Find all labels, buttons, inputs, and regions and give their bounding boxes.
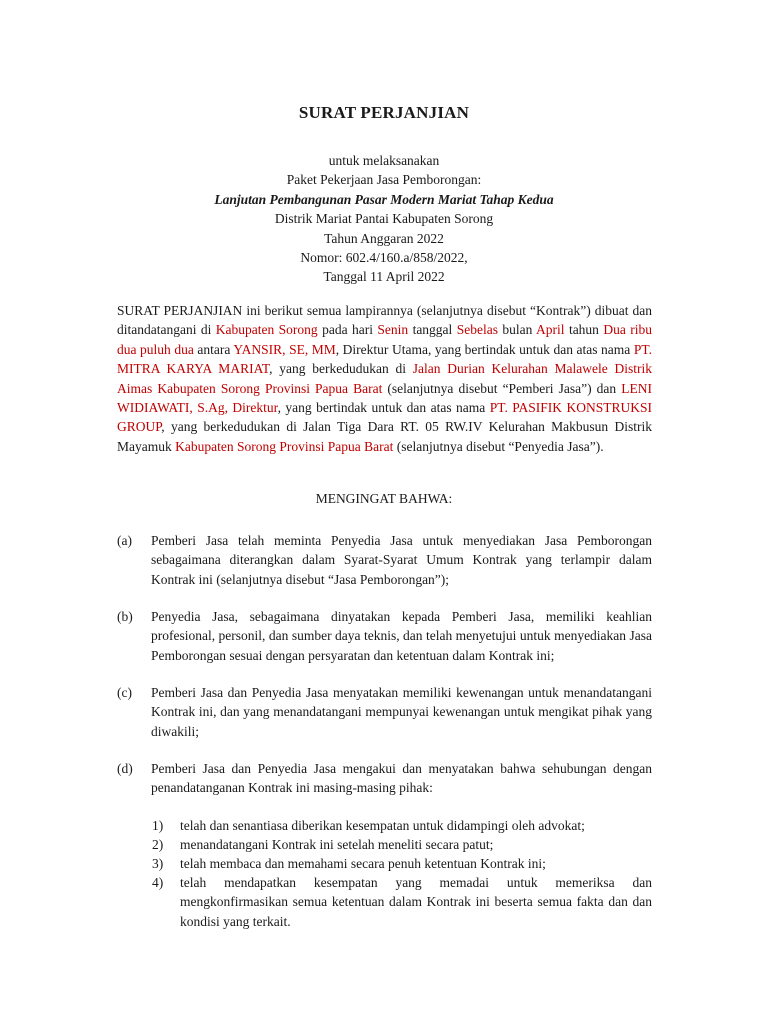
intro-highlight: Dua ribu dua puluh dua [117, 322, 652, 357]
intro-highlight: PT. PASIFIK KONSTRUKSI GROUP [117, 400, 652, 435]
intro-highlight: Sebelas [456, 322, 498, 338]
intro-highlight: Jalan Durian Kelurahan Malawele Distrik Aimas Kabupaten Sorong Provinsi Papua Barat [117, 361, 652, 396]
intro-text: (selanjutnya disebut “Penyedia Jasa”). [393, 438, 604, 454]
sub-list-item-label: 1) [152, 818, 164, 833]
sub-list-item-label: 3) [152, 856, 164, 871]
list-item [117, 531, 652, 589]
sub-list-item-label: 4) [152, 875, 164, 890]
document-title: SURAT PERJANJIAN [298, 103, 470, 122]
sub-list-item-text: menandatangani Kontrak ini setelah meneliti secara patut; [180, 837, 494, 852]
header-line-2: Paket Pekerjaan Jasa Pemborongan: [286, 172, 482, 188]
list-item-text: Pemberi Jasa dan Penyedia Jasa mengakui dan menyatakan bahwa sehubungan dengan penandatanganan Kontrak ini masing-masing pihak: [151, 761, 652, 796]
sub-list-item-label: 2) [152, 837, 164, 852]
sub-list-item [152, 873, 652, 931]
sub-list-item [152, 854, 652, 873]
list-item-text: Pemberi Jasa dan Penyedia Jasa menyatakan memiliki kewenangan untuk menandatangani Kontrak ini, dan yang menandatangani mempunyai kewenangan untuk mengikat pihak yang diwakili; [151, 685, 652, 739]
intro-highlight: Senin [377, 322, 409, 338]
section-heading: MENGINGAT BAHWA: [315, 491, 453, 506]
intro-highlight: LENI WIDIAWATI, S.Ag, Direktur [117, 380, 652, 416]
list-item-text: Penyedia Jasa, sebagaimana dinyatakan kepada Pemberi Jasa, memiliki keahlian profesional, personil, dan sumber daya teknis, dan telah menyetujui untuk menyediakan Jasa Pemborongan sesuai dengan persyaratan dan ketentuan dalam Kontrak ini; [151, 609, 652, 663]
intro-highlight: PT. MITRA KARYA MARIAT [117, 341, 652, 377]
intro-highlight: YANSIR, SE, MM [233, 341, 336, 357]
sub-list-item [152, 816, 652, 835]
header-line-1: untuk melaksanakan [328, 153, 440, 168]
intro-text: tanggal [408, 322, 457, 338]
sub-list-item-text: telah dan senantiasa diberikan kesempatan untuk didampingi oleh advokat; [180, 818, 585, 833]
header-line-4: Distrik Mariat Pantai Kabupaten Sorong [274, 211, 494, 227]
sub-list-item [152, 835, 652, 854]
intro-text: antara [193, 341, 234, 357]
header-line-5: Tahun Anggaran 2022 [324, 230, 444, 246]
intro-text: , yang berkedudukan di [269, 361, 413, 377]
intro-text: , Direktur Utama, yang bertindak untuk dan atas nama [335, 341, 634, 357]
list-item-label: (b) [117, 609, 133, 624]
list-item-text: Pemberi Jasa telah meminta Penyedia Jasa untuk menyediakan Jasa Pemborongan sebagaimana diterangkan dalam Syarat-Syarat Umum Kontrak yang terlampir dalam Kontrak ini (selanjutnya disebut “Jasa Pemborongan”); [151, 533, 652, 587]
list-item-label: (c) [117, 685, 132, 700]
project-name: Lanjutan Pembangunan Pasar Modern Mariat Tahap Kedua [214, 191, 554, 207]
list-item-label: (a) [117, 533, 132, 548]
intro-text: tahun [564, 322, 604, 338]
list-item-label: (d) [117, 761, 133, 776]
intro-paragraph [117, 301, 652, 456]
intro-text: , yang berkedudukan di Jalan Tiga Dara RT. 05 RW.IV Kelurahan Makbusun Distrik Mayamuk [117, 419, 652, 454]
intro-text: bulan [497, 322, 537, 338]
list-item [117, 607, 652, 665]
list-item [117, 683, 652, 741]
sub-list-item-text: telah membaca dan memahami secara penuh ketentuan Kontrak ini; [180, 856, 546, 871]
intro-text: , yang bertindak untuk dan atas nama [277, 400, 490, 416]
intro-highlight: Kabupaten Sorong [215, 322, 318, 338]
contract-date: Tanggal 11 April 2022 [323, 269, 445, 285]
intro-highlight: Kabupaten Sorong Provinsi Papua Barat [175, 438, 394, 454]
contract-number: Nomor: 602.4/160.a/858/2022, [300, 249, 468, 265]
intro-text: pada hari [317, 322, 378, 338]
intro-text: SURAT PERJANJIAN ini berikut semua lampirannya (selanjutnya disebut “Kontrak”) dibuat dan ditandatangani di [117, 303, 652, 338]
sub-list-item-text: telah mendapatkan kesempatan yang memadai untuk memeriksa dan mengkonfirmasikan semua ketentuan dalam Kontrak ini beserta semua fakta dan dan kondisi yang terkait. [180, 875, 652, 929]
intro-highlight: April [536, 322, 565, 338]
list-item [117, 759, 652, 798]
document-header [0, 151, 768, 287]
intro-text: (selanjutnya disebut “Pemberi Jasa”) dan [382, 380, 622, 396]
